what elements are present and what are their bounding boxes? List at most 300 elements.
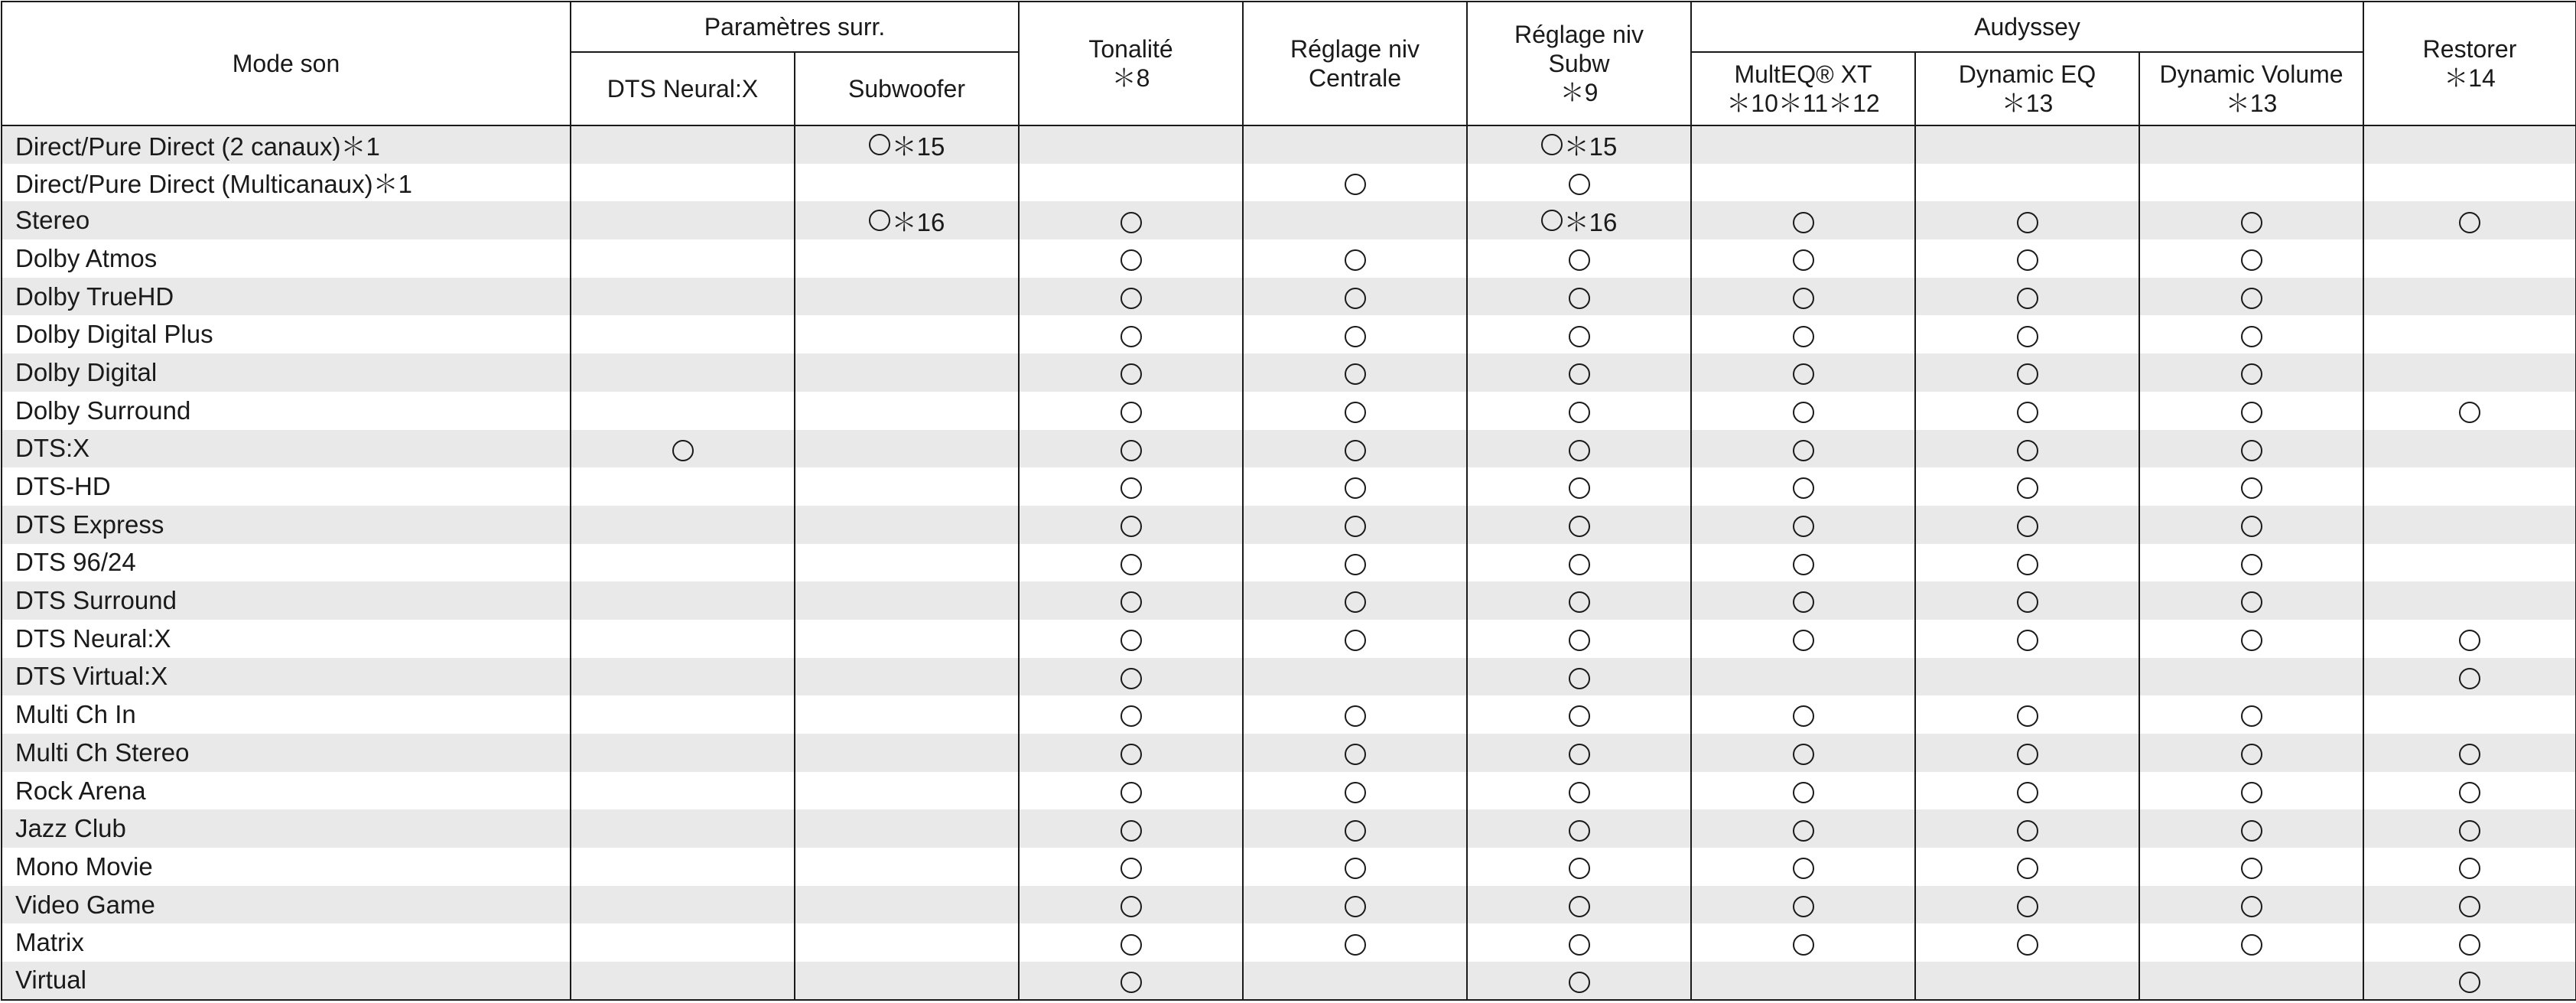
- supported-circle-icon: [1120, 705, 1142, 727]
- supported-circle-icon: [1120, 516, 1142, 537]
- cell-restorer: [2363, 353, 2576, 392]
- cell-multeq: [1691, 886, 1915, 924]
- supported-circle-icon: [1120, 326, 1142, 347]
- cell-multeq: [1691, 201, 1915, 239]
- cell-centrale: [1243, 695, 1467, 734]
- supported-circle-icon: [2017, 896, 2038, 917]
- header-dynamic-volume-label: Dynamic Volume: [2159, 60, 2343, 88]
- cell-restorer: [2363, 164, 2576, 202]
- supported-circle-icon: [1541, 134, 1563, 155]
- cell-dyn_eq: [1915, 923, 2139, 962]
- supported-circle-icon: [1120, 591, 1142, 613]
- supported-circle-icon: [1569, 288, 1590, 309]
- cell-centrale: [1243, 353, 1467, 392]
- supported-circle-icon: [2241, 402, 2262, 423]
- supported-circle-icon: [1345, 744, 1366, 765]
- cell-dts_neural: [571, 353, 795, 392]
- cell-dyn_eq: [1915, 506, 2139, 544]
- cell-tonalite: [1019, 201, 1243, 239]
- header-dynamic-eq-label: Dynamic EQ: [1958, 60, 2096, 88]
- supported-circle-icon: [1345, 630, 1366, 651]
- cell-multeq: [1691, 809, 1915, 848]
- cell-dyn_eq: [1915, 772, 2139, 810]
- cell-restorer: [2363, 506, 2576, 544]
- cell-restorer: [2363, 201, 2576, 239]
- header-parametres-surr: Paramètres surr.: [571, 2, 1019, 52]
- cell-subw: [1467, 544, 1691, 582]
- cell-centrale: [1243, 544, 1467, 582]
- cell-multeq: [1691, 544, 1915, 582]
- cell-dyn_vol: [2139, 962, 2363, 1000]
- cell-restorer: [2363, 544, 2576, 582]
- table-header: [2, 2, 2576, 125]
- supported-circle-icon: [1793, 934, 1814, 956]
- header-tonalite-note: ＊8: [1111, 64, 1150, 92]
- cell-dts_neural: [571, 467, 795, 506]
- supported-circle-icon: [1569, 896, 1590, 917]
- table-row: [2, 164, 2576, 202]
- cell-subwoofer: [795, 278, 1019, 316]
- cell-dyn_eq: [1915, 581, 2139, 620]
- supported-circle-icon: [1793, 516, 1814, 537]
- cell-dts_neural: [571, 278, 795, 316]
- cell-tonalite: [1019, 506, 1243, 544]
- cell-dts_neural: [571, 544, 795, 582]
- cell-subwoofer: [795, 164, 1019, 202]
- cell-dts_neural: [571, 392, 795, 430]
- cell-dts_neural: [571, 315, 795, 353]
- cell-centrale: [1243, 506, 1467, 544]
- supported-circle-icon: [2459, 972, 2480, 993]
- cell-dyn_eq: [1915, 392, 2139, 430]
- supported-circle-icon: [1569, 516, 1590, 537]
- cell-centrale: [1243, 809, 1467, 848]
- supported-circle-icon: [1793, 630, 1814, 651]
- table-row: [2, 581, 2576, 620]
- cell-dyn_vol: [2139, 734, 2363, 772]
- cell-dts_neural: [571, 923, 795, 962]
- cell-dyn_vol: [2139, 695, 2363, 734]
- cell-restorer: [2363, 886, 2576, 924]
- table-row: [2, 239, 2576, 278]
- supported-circle-icon: [2017, 326, 2038, 347]
- supported-circle-icon: [1569, 174, 1590, 195]
- cell-dts_neural: [571, 620, 795, 658]
- supported-circle-icon: [2017, 402, 2038, 423]
- supported-circle-icon: [1120, 744, 1142, 765]
- cell-subwoofer: [795, 201, 1019, 239]
- cell-tonalite: [1019, 164, 1243, 202]
- cell-tonalite: [1019, 886, 1243, 924]
- cell-dyn_eq: [1915, 848, 2139, 886]
- supported-circle-icon: [1793, 288, 1814, 309]
- supported-circle-icon: [2017, 516, 2038, 537]
- supported-circle-icon: [1120, 363, 1142, 385]
- header-subw-note: ＊9: [1560, 79, 1599, 106]
- header-restorer-label: Restorer: [2422, 35, 2517, 63]
- cell-tonalite: [1019, 125, 1243, 164]
- cell-multeq: [1691, 467, 1915, 506]
- cell-restorer: [2363, 848, 2576, 886]
- supported-circle-icon: [1569, 591, 1590, 613]
- cell-restorer: [2363, 658, 2576, 696]
- cell-centrale: [1243, 886, 1467, 924]
- supported-circle-icon: [2017, 858, 2038, 879]
- supported-circle-icon: [1345, 934, 1366, 956]
- footnote-ref: ＊15: [891, 132, 945, 161]
- table-row: [2, 695, 2576, 734]
- mode-name: Multi Ch Stereo: [2, 734, 571, 772]
- cell-subwoofer: [795, 658, 1019, 696]
- supported-circle-icon: [1793, 744, 1814, 765]
- cell-subw: [1467, 695, 1691, 734]
- mode-name: Virtual: [2, 962, 571, 1000]
- cell-restorer: [2363, 239, 2576, 278]
- supported-circle-icon: [1120, 782, 1142, 803]
- supported-circle-icon: [1120, 554, 1142, 575]
- supported-circle-icon: [2459, 630, 2480, 651]
- cell-subw: [1467, 315, 1691, 353]
- supported-circle-icon: [1345, 249, 1366, 271]
- supported-circle-icon: [2459, 402, 2480, 423]
- cell-centrale: [1243, 392, 1467, 430]
- cell-centrale: [1243, 201, 1467, 239]
- cell-centrale: [1243, 164, 1467, 202]
- cell-dts_neural: [571, 430, 795, 468]
- header-restorer: [2363, 2, 2576, 125]
- cell-subwoofer: [795, 315, 1019, 353]
- cell-tonalite: [1019, 353, 1243, 392]
- cell-restorer: [2363, 315, 2576, 353]
- supported-circle-icon: [1345, 705, 1366, 727]
- cell-centrale: [1243, 239, 1467, 278]
- cell-dts_neural: [571, 734, 795, 772]
- supported-circle-icon: [1120, 630, 1142, 651]
- cell-subw: [1467, 962, 1691, 1000]
- cell-dts_neural: [571, 809, 795, 848]
- supported-circle-icon: [1793, 249, 1814, 271]
- supported-circle-icon: [1345, 820, 1366, 842]
- cell-subwoofer: [795, 581, 1019, 620]
- cell-subwoofer: [795, 392, 1019, 430]
- supported-circle-icon: [2459, 782, 2480, 803]
- cell-subw: [1467, 164, 1691, 202]
- table-row: [2, 886, 2576, 924]
- cell-dyn_vol: [2139, 201, 2363, 239]
- supported-circle-icon: [2241, 820, 2262, 842]
- cell-restorer: [2363, 430, 2576, 468]
- cell-restorer: [2363, 734, 2576, 772]
- cell-subwoofer: [795, 430, 1019, 468]
- table-row: [2, 962, 2576, 1000]
- supported-circle-icon: [1793, 820, 1814, 842]
- cell-subw: [1467, 467, 1691, 506]
- mode-name: Jazz Club: [2, 809, 571, 848]
- cell-dts_neural: [571, 695, 795, 734]
- supported-circle-icon: [1793, 212, 1814, 233]
- cell-dyn_eq: [1915, 164, 2139, 202]
- header-tonalite: [1019, 2, 1243, 125]
- cell-multeq: [1691, 430, 1915, 468]
- supported-circle-icon: [2017, 288, 2038, 309]
- cell-subw: [1467, 201, 1691, 239]
- cell-dyn_eq: [1915, 467, 2139, 506]
- cell-dyn_eq: [1915, 125, 2139, 164]
- supported-circle-icon: [1345, 896, 1366, 917]
- cell-dyn_vol: [2139, 164, 2363, 202]
- cell-tonalite: [1019, 962, 1243, 1000]
- supported-circle-icon: [2241, 744, 2262, 765]
- supported-circle-icon: [1569, 972, 1590, 993]
- cell-tonalite: [1019, 430, 1243, 468]
- supported-circle-icon: [1569, 782, 1590, 803]
- header-tonalite-label: Tonalité: [1088, 35, 1173, 63]
- supported-circle-icon: [1345, 477, 1366, 499]
- supported-circle-icon: [1793, 363, 1814, 385]
- cell-subw: [1467, 809, 1691, 848]
- header-centrale-line1: Réglage niv: [1290, 35, 1420, 63]
- supported-circle-icon: [1345, 782, 1366, 803]
- cell-dyn_eq: [1915, 278, 2139, 316]
- cell-multeq: [1691, 581, 1915, 620]
- supported-circle-icon: [1345, 402, 1366, 423]
- supported-circle-icon: [2459, 668, 2480, 689]
- cell-multeq: [1691, 620, 1915, 658]
- table-row: [2, 201, 2576, 239]
- cell-restorer: [2363, 923, 2576, 962]
- header-dynamic-volume: [2139, 52, 2363, 125]
- cell-subwoofer: [795, 467, 1019, 506]
- cell-tonalite: [1019, 734, 1243, 772]
- cell-centrale: [1243, 658, 1467, 696]
- cell-dyn_vol: [2139, 278, 2363, 316]
- cell-dyn_vol: [2139, 620, 2363, 658]
- supported-circle-icon: [2241, 516, 2262, 537]
- cell-subwoofer: [795, 125, 1019, 164]
- supported-circle-icon: [1120, 820, 1142, 842]
- supported-circle-icon: [1120, 934, 1142, 956]
- cell-dyn_eq: [1915, 430, 2139, 468]
- cell-dyn_vol: [2139, 392, 2363, 430]
- cell-dts_neural: [571, 886, 795, 924]
- cell-restorer: [2363, 392, 2576, 430]
- header-audyssey: Audyssey: [1691, 2, 2363, 52]
- mode-name: Video Game: [2, 886, 571, 924]
- supported-circle-icon: [2017, 249, 2038, 271]
- cell-dyn_eq: [1915, 544, 2139, 582]
- table-row: [2, 467, 2576, 506]
- cell-dts_neural: [571, 658, 795, 696]
- supported-circle-icon: [1345, 363, 1366, 385]
- supported-circle-icon: [2241, 554, 2262, 575]
- cell-tonalite: [1019, 392, 1243, 430]
- supported-circle-icon: [2241, 591, 2262, 613]
- supported-circle-icon: [2241, 858, 2262, 879]
- cell-restorer: [2363, 278, 2576, 316]
- supported-circle-icon: [1120, 896, 1142, 917]
- cell-centrale: [1243, 848, 1467, 886]
- header-multeq-label: MultEQ® XT: [1734, 60, 1872, 88]
- supported-circle-icon: [869, 210, 890, 231]
- cell-subw: [1467, 392, 1691, 430]
- header-dynamic-volume-note: ＊13: [2225, 90, 2278, 117]
- header-subwoofer: Subwoofer: [795, 52, 1019, 125]
- header-multeq-note: ＊10＊11＊12: [1726, 90, 1880, 117]
- table-row: [2, 809, 2576, 848]
- cell-restorer: [2363, 467, 2576, 506]
- cell-subwoofer: [795, 923, 1019, 962]
- mode-name: Dolby Digital: [2, 353, 571, 392]
- supported-circle-icon: [2017, 363, 2038, 385]
- header-restorer-note: ＊14: [2444, 64, 2496, 92]
- cell-subw: [1467, 923, 1691, 962]
- supported-circle-icon: [2459, 212, 2480, 233]
- table-row: [2, 848, 2576, 886]
- cell-subwoofer: [795, 506, 1019, 544]
- table-row: [2, 772, 2576, 810]
- supported-circle-icon: [1569, 820, 1590, 842]
- supported-circle-icon: [2241, 249, 2262, 271]
- cell-centrale: [1243, 315, 1467, 353]
- mode-name: Dolby Atmos: [2, 239, 571, 278]
- supported-circle-icon: [1541, 210, 1563, 231]
- cell-dyn_eq: [1915, 886, 2139, 924]
- supported-circle-icon: [1569, 744, 1590, 765]
- cell-centrale: [1243, 278, 1467, 316]
- supported-circle-icon: [1120, 858, 1142, 879]
- supported-circle-icon: [1793, 554, 1814, 575]
- supported-circle-icon: [1569, 477, 1590, 499]
- mode-name: Direct/Pure Direct (Multicanaux)＊1: [2, 164, 571, 202]
- supported-circle-icon: [1345, 288, 1366, 309]
- cell-subw: [1467, 125, 1691, 164]
- table-row: [2, 392, 2576, 430]
- header-reglage-subw: [1467, 2, 1691, 125]
- cell-dyn_vol: [2139, 430, 2363, 468]
- supported-circle-icon: [2017, 782, 2038, 803]
- supported-circle-icon: [1569, 363, 1590, 385]
- cell-dts_neural: [571, 848, 795, 886]
- mode-name: Stereo: [2, 201, 571, 239]
- cell-dyn_vol: [2139, 658, 2363, 696]
- mode-name: DTS-HD: [2, 467, 571, 506]
- header-reglage-centrale: [1243, 2, 1467, 125]
- table-row: [2, 620, 2576, 658]
- cell-multeq: [1691, 164, 1915, 202]
- cell-dyn_vol: [2139, 923, 2363, 962]
- supported-circle-icon: [1793, 782, 1814, 803]
- mode-name: DTS Express: [2, 506, 571, 544]
- table-row: [2, 125, 2576, 164]
- supported-circle-icon: [2017, 820, 2038, 842]
- cell-tonalite: [1019, 239, 1243, 278]
- mode-name: Multi Ch In: [2, 695, 571, 734]
- cell-subw: [1467, 734, 1691, 772]
- mode-name: DTS Virtual:X: [2, 658, 571, 696]
- table-row: [2, 506, 2576, 544]
- supported-circle-icon: [1793, 440, 1814, 461]
- mode-name: Dolby TrueHD: [2, 278, 571, 316]
- cell-centrale: [1243, 125, 1467, 164]
- footnote-ref: ＊16: [1563, 207, 1618, 236]
- cell-dyn_eq: [1915, 658, 2139, 696]
- cell-dyn_vol: [2139, 809, 2363, 848]
- cell-tonalite: [1019, 772, 1243, 810]
- cell-multeq: [1691, 772, 1915, 810]
- cell-multeq: [1691, 125, 1915, 164]
- cell-restorer: [2363, 581, 2576, 620]
- footnote-ref: ＊15: [1563, 132, 1618, 161]
- cell-multeq: [1691, 962, 1915, 1000]
- table-row: [2, 278, 2576, 316]
- mode-name: DTS:X: [2, 430, 571, 468]
- cell-subwoofer: [795, 620, 1019, 658]
- supported-circle-icon: [2459, 934, 2480, 956]
- cell-subwoofer: [795, 544, 1019, 582]
- cell-dyn_vol: [2139, 886, 2363, 924]
- cell-subwoofer: [795, 962, 1019, 1000]
- cell-dts_neural: [571, 772, 795, 810]
- cell-dts_neural: [571, 201, 795, 239]
- header-mode-son: Mode son: [2, 2, 571, 125]
- cell-dyn_eq: [1915, 809, 2139, 848]
- supported-circle-icon: [1120, 249, 1142, 271]
- cell-dts_neural: [571, 164, 795, 202]
- mode-name: Matrix: [2, 923, 571, 962]
- mode-name: Mono Movie: [2, 848, 571, 886]
- cell-dyn_vol: [2139, 848, 2363, 886]
- cell-dyn_eq: [1915, 695, 2139, 734]
- cell-dts_neural: [571, 506, 795, 544]
- cell-subw: [1467, 886, 1691, 924]
- cell-tonalite: [1019, 467, 1243, 506]
- header-subw-line1: Réglage niv: [1514, 21, 1644, 48]
- supported-circle-icon: [2017, 705, 2038, 727]
- cell-dts_neural: [571, 962, 795, 1000]
- supported-circle-icon: [2017, 554, 2038, 575]
- cell-subwoofer: [795, 809, 1019, 848]
- mode-name: DTS Neural:X: [2, 620, 571, 658]
- cell-centrale: [1243, 467, 1467, 506]
- supported-circle-icon: [1120, 212, 1142, 233]
- table-row: [2, 923, 2576, 962]
- cell-dyn_vol: [2139, 544, 2363, 582]
- cell-dyn_vol: [2139, 125, 2363, 164]
- supported-circle-icon: [1569, 326, 1590, 347]
- cell-subw: [1467, 506, 1691, 544]
- supported-circle-icon: [1120, 288, 1142, 309]
- supported-circle-icon: [1793, 591, 1814, 613]
- cell-subw: [1467, 581, 1691, 620]
- header-dynamic-eq: [1915, 52, 2139, 125]
- cell-multeq: [1691, 353, 1915, 392]
- cell-centrale: [1243, 734, 1467, 772]
- supported-circle-icon: [1120, 668, 1142, 689]
- cell-dyn_vol: [2139, 353, 2363, 392]
- supported-circle-icon: [1569, 705, 1590, 727]
- mode-name: Dolby Digital Plus: [2, 315, 571, 353]
- supported-circle-icon: [1345, 174, 1366, 195]
- table-row: [2, 658, 2576, 696]
- supported-circle-icon: [1120, 440, 1142, 461]
- supported-circle-icon: [2241, 363, 2262, 385]
- mode-name: DTS Surround: [2, 581, 571, 620]
- cell-tonalite: [1019, 658, 1243, 696]
- cell-restorer: [2363, 620, 2576, 658]
- cell-restorer: [2363, 772, 2576, 810]
- cell-dyn_vol: [2139, 581, 2363, 620]
- cell-dyn_eq: [1915, 239, 2139, 278]
